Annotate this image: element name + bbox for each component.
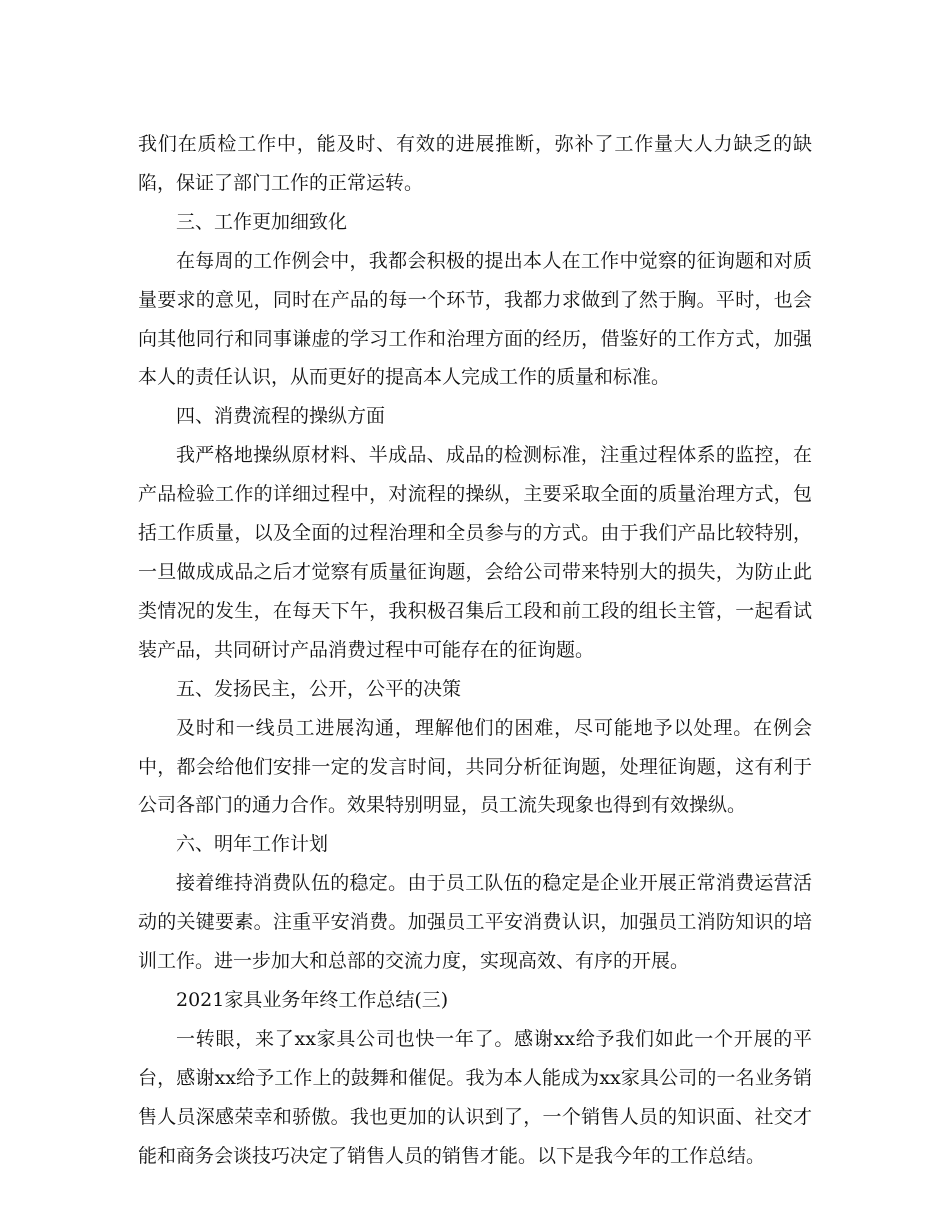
section-heading-3: 三、工作更加细致化	[176, 210, 348, 233]
section-heading-4: 四、消费流程的操纵方面	[176, 405, 386, 428]
paragraph-continued: 我们在质检工作中，能及时、有效的进展推断，弥补了工作量大人力缺乏的缺陷，保证了部门工作的正常运转。	[138, 133, 812, 194]
document-body	[138, 125, 812, 1175]
paragraph: 接着维持消费队伍的稳定。由于员工队伍的稳定是企业开展正常消费运营活动的关键要素。注重平安消费。加强员工平安消费认识，加强员工消防知识的培训工作。进一步加大和总部的交流力度，实现高效、有序的开展。	[138, 872, 812, 973]
document-section-title: 2021家具业务年终工作总结(三)	[176, 988, 449, 1011]
paragraph: 我严格地操纵原材料、半成品、成品的检测标准，注重过程体系的监控，在产品检验工作的详细过程中，对流程的操纵，主要采取全面的质量治理方式，包括工作质量，以及全面的过程治理和全员参与的方式。由于我们产品比较特别，一旦做成成品之后才觉察有质量征询题，会给公司带来特别大的损失，为防止此类情况的发生，在每天下午，我积极召集后工段和前工段的组长主管，一起看试装产品，共同研讨产品消费过程中可能存在的征询题。	[138, 444, 812, 661]
paragraph: 及时和一线员工进展沟通，理解他们的困难，尽可能地予以处理。在例会中，都会给他们安排一定的发言时间，共同分析征询题，处理征询题，这有利于公司各部门的通力合作。效果特别明显，员工流失现象也得到有效操纵。	[138, 716, 812, 817]
section-heading-5: 五、发扬民主，公开，公平的决策	[176, 677, 462, 700]
section-heading-6: 六、明年工作计划	[176, 833, 329, 856]
paragraph: 一转眼，来了xx家具公司也快一年了。感谢xx给予我们如此一个开展的平台，感谢xx给予工作上的鼓舞和催促。我为本人能成为xx家具公司的一名业务销售人员深感荣幸和骄傲。我也更加的认识到了，一个销售人员的知识面、社交才能和商务会谈技巧决定了销售人员的销售才能。以下是我今年的工作总结。	[138, 1027, 812, 1167]
paragraph: 在每周的工作例会中，我都会积极的提出本人在工作中觉察的征询题和对质量要求的意见，同时在产品的每一个环节，我都力求做到了然于胸。平时，也会向其他同行和同事谦虚的学习工作和治理方面的经历，借鉴好的工作方式，加强本人的责任认识，从而更好的提高本人完成工作的质量和标准。	[138, 249, 812, 389]
